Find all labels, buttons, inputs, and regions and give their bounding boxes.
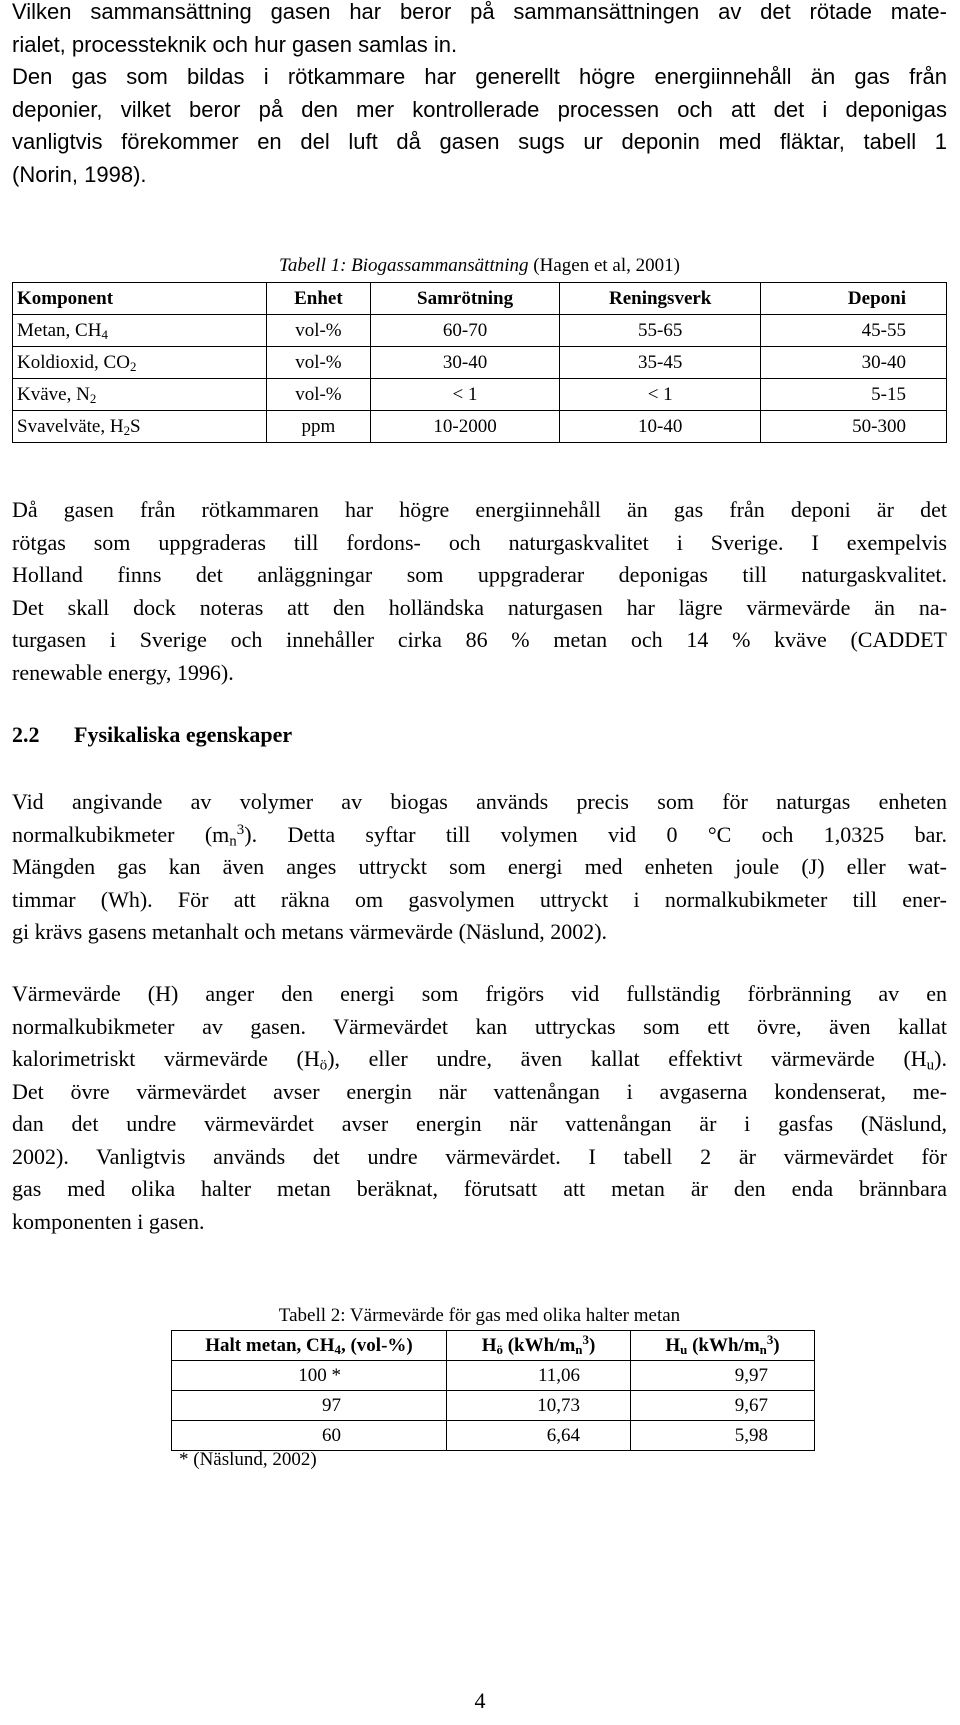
table-cell: vol-% [267, 315, 371, 347]
component-name: Kväve, N [17, 383, 90, 405]
paragraph-line: Det skall dock noteras att den holländska naturgasen har lägre värmevärde än na- [12, 594, 947, 620]
superscript: 3 [582, 1331, 589, 1347]
text-run: Halt metan, CH [205, 1334, 335, 1356]
table-cell: 10,73 [447, 1391, 631, 1421]
table2-caption: Tabell 2: Värmevärde för gas med olika halter metan [278, 1305, 681, 1326]
text-run: ). Detta syftar till volymen vid 0 °C och 1,0325 bar. [244, 821, 947, 847]
table1-caption-title: Tabell 1: Biogassammansättning [279, 255, 529, 276]
text-run: H [481, 1334, 497, 1356]
table-cell: 30-40 [761, 347, 947, 379]
text-run: , (vol-%) [340, 1334, 413, 1356]
table-header-cell: Reningsverk [560, 283, 761, 315]
paragraph-line: komponenten i gasen. [12, 1208, 205, 1234]
table-cell: 30-40 [370, 347, 559, 379]
table1-caption-source: (Hagen et al, 2001) [528, 255, 680, 276]
table-header-cell: Samrötning [370, 283, 559, 315]
text-run: ), eller undre, även kallat effektivt värmevärde (H [327, 1046, 927, 1071]
table-header-cell [447, 1331, 631, 1361]
paragraph-line: turgasen i Sverige och innehåller cirka 86 % metan och 14 % kväve (CADDET [12, 627, 947, 652]
table-cell: vol-% [267, 379, 371, 411]
table-header-cell: Komponent [13, 283, 267, 315]
paragraph-line: Vid angivande av volymer av biogas används precis som för naturgas enheten [12, 789, 947, 814]
paragraph-line: dan det undre värmevärdet avser energin när vattenångan är i gasfas (Näslund, [12, 1111, 947, 1136]
subscript: 2 [129, 358, 137, 374]
subscript: 4 [334, 1341, 341, 1357]
paragraph-line: Holland finns det anläggningar som uppgraderar deponigas till naturgaskvalitet. [12, 562, 947, 587]
intro-paragraph [12, 0, 947, 191]
text-run: (kWh/m [502, 1334, 576, 1356]
table-cell: < 1 [560, 379, 761, 411]
text-run: ) [773, 1334, 780, 1356]
intro-line: Den gas som bildas i rötkammare har generellt högre energiinnehåll än gas från [12, 64, 947, 89]
table-cell: 100 * [172, 1361, 447, 1391]
subscript: u [680, 1341, 688, 1357]
table-cell [13, 379, 267, 411]
table-cell: 10-2000 [370, 411, 559, 443]
superscript: 3 [236, 821, 245, 838]
section-number: 2.2 [12, 722, 40, 747]
subscript: n [229, 833, 237, 850]
table1 [12, 282, 947, 443]
section-title: Fysikaliska egenskaper [74, 722, 293, 747]
intro-line: deponier, vilket beror på den mer kontrollerade processen och att det i deponigas [12, 96, 947, 122]
paragraph-line [12, 819, 947, 852]
table-cell: 60 [172, 1421, 447, 1451]
paragraph-upgrading [12, 494, 947, 689]
table-row [13, 379, 947, 411]
section-heading [12, 722, 292, 748]
paragraph-line: 2002). Vanligtvis används det undre värmevärdet. I tabell 2 är värmevärdet för [12, 1143, 947, 1169]
subscript: 4 [101, 326, 108, 342]
table-row [13, 411, 947, 443]
component-name: Koldioxid, CO [17, 351, 130, 373]
intro-line: Vilken sammansättning gasen har beror på sammansättningen av det rötade mate- [12, 0, 947, 24]
intro-line: rialet, processteknik och hur gasen samlas in. [12, 31, 458, 57]
paragraph-line: Det övre värmevärdet avser energin när vattenångan i avgaserna kondenserat, me- [12, 1078, 947, 1104]
intro-line: vanligtvis förekommer en del luft då gasen sugs ur deponin med fläktar, tabell 1 [12, 129, 947, 154]
table-cell: 50-300 [761, 411, 947, 443]
table-row [13, 347, 947, 379]
paragraph-line: gas med olika halter metan beräknat, förutsatt att metan är den enda brännbara [12, 1176, 947, 1201]
subscript: 2 [123, 422, 131, 438]
paragraph-line: normalkubikmeter av gasen. Värmevärdet kan uttryckas som ett övre, även kallat [12, 1013, 947, 1039]
paragraph-heating-value [12, 978, 947, 1238]
table-cell: vol-% [267, 347, 371, 379]
paragraph-line: Mängden gas kan även anges uttryckt som energi med enheten joule (J) eller wat- [12, 854, 947, 879]
page-number: 4 [474, 1688, 486, 1713]
table-row [172, 1421, 815, 1451]
subscript: ö [319, 1057, 328, 1074]
subscript: n [759, 1341, 767, 1357]
table-cell [13, 411, 267, 443]
table-cell: 97 [172, 1391, 447, 1421]
subscript: n [575, 1341, 583, 1357]
table-header-row [13, 283, 947, 315]
table-header-cell [172, 1331, 447, 1361]
component-suffix: S [130, 415, 141, 437]
paragraph-volume-units [12, 786, 947, 949]
table-row [172, 1391, 815, 1421]
text-run: ). [934, 1046, 947, 1071]
intro-line: (Norin, 1998). [12, 161, 147, 187]
table-cell: 35-45 [560, 347, 761, 379]
table-cell: 10-40 [560, 411, 761, 443]
paragraph-line: Värmevärde (H) anger den energi som frigörs vid fullständig förbränning av en [12, 981, 947, 1006]
component-name: Metan, CH [17, 319, 102, 341]
table2-footnote: * (Näslund, 2002) [179, 1449, 317, 1470]
table-header-row [172, 1331, 815, 1361]
table-cell: 45-55 [761, 315, 947, 347]
table-cell: 55-65 [560, 315, 761, 347]
table-cell: ppm [267, 411, 371, 443]
table-row [172, 1361, 815, 1391]
table-cell [13, 315, 267, 347]
table-cell: 5-15 [761, 379, 947, 411]
paragraph-line [12, 1043, 947, 1076]
table-cell: < 1 [370, 379, 559, 411]
component-name: Svavelväte, H [17, 415, 124, 437]
table-cell [13, 347, 267, 379]
table-header-cell: Enhet [267, 283, 371, 315]
table-row [13, 315, 947, 347]
text-run: (kWh/m [687, 1334, 760, 1356]
subscript: u [926, 1057, 935, 1074]
table-header-cell [631, 1331, 815, 1361]
paragraph-line: Då gasen från rötkammaren har högre energiinnehåll än gas från deponi är det [12, 497, 947, 522]
paragraph-line: renewable energy, 1996). [12, 659, 234, 685]
text-run: H [665, 1334, 681, 1356]
superscript: 3 [766, 1331, 774, 1347]
paragraph-line: timmar (Wh). För att räkna om gasvolymen uttryckt i normalkubikmeter till ener- [12, 886, 947, 912]
text-run: normalkubikmeter (m [12, 821, 230, 847]
table-header-cell: Deponi [761, 283, 947, 315]
text-run: kalorimetriskt värmevärde (H [12, 1046, 320, 1071]
table2 [171, 1330, 815, 1451]
table-cell: 5,98 [631, 1421, 815, 1451]
subscript: ö [496, 1341, 503, 1357]
table-cell: 9,67 [631, 1391, 815, 1421]
table-cell: 60-70 [370, 315, 559, 347]
table-cell: 9,97 [631, 1361, 815, 1391]
subscript: 2 [89, 390, 97, 406]
paragraph-line: rötgas som uppgraderas till fordons- och naturgaskvalitet i Sverige. I exempelvis [12, 529, 947, 555]
paragraph-line: gi krävs gasens metanhalt och metans värmevärde (Näslund, 2002). [12, 919, 608, 944]
text-run: ) [588, 1334, 596, 1356]
table1-caption [12, 255, 947, 277]
table-cell: 11,06 [447, 1361, 631, 1391]
table-cell: 6,64 [447, 1421, 631, 1451]
